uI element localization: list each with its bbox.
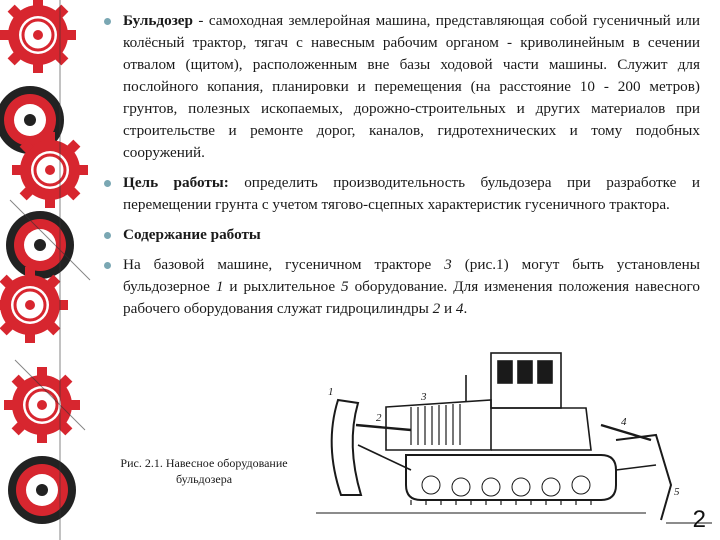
caption-line-1: Рис. 2.1. Навесное оборудование (120, 456, 288, 470)
label-5: 5 (674, 486, 680, 498)
term-contents: Содержание работы (123, 226, 261, 243)
base-text-b: (рис.1) могут быть установлены бульдозерное (123, 256, 700, 295)
paragraph-goal (98, 172, 700, 216)
page-number: 2 (692, 506, 706, 533)
base-text-a: На базовой машине, гусеничном тракторе (123, 256, 445, 273)
definition-text: - самоходная землеройная машина, представляющая собой гусеничный или колёсный трактор, тягач с навесным рабочим органом - криволинейным в сечении отвалом (щитом), расположенным вне базы ходовой части машины. Служит для послойного копания, планировки и перемещения (на расстояние 10 - 200 метров) грунтов, полезных ископаемых, дорожно-строительных и других материалов при строительстве и ремонте дорог, каналов, гидротехнических и тому подобных сооружений. (123, 12, 700, 161)
bulldozer-figure (316, 345, 712, 530)
label-3: 3 (421, 391, 427, 403)
paragraph-definition (98, 10, 700, 164)
decorative-gear-strip (0, 0, 105, 540)
term-bulldozer: Бульдозер (123, 12, 193, 29)
ref-4: 4 (455, 300, 464, 317)
base-text-c: и рыхлительное (223, 278, 342, 295)
ref-3: 3 (444, 256, 452, 273)
base-text-e: и (440, 300, 456, 317)
label-2: 2 (376, 412, 382, 424)
ref-1: 1 (215, 278, 224, 295)
paragraph-contents-heading (98, 224, 700, 246)
label-1: 1 (328, 386, 334, 398)
base-text-d: оборудование. Для изменения положения навесного рабочего оборудования служат гидроцилиндры (123, 278, 701, 317)
goal-text: определить производительность бульдозера при разработке и перемещении грунта с учетом тягово-сцепных характеристик гусеничного трактора. (123, 174, 700, 213)
paragraph-base-machine (98, 254, 700, 320)
text-content (98, 10, 700, 328)
figure-caption (104, 455, 304, 487)
base-text-f: . (463, 300, 468, 317)
label-4: 4 (621, 416, 627, 428)
ref-2: 2 (432, 300, 441, 317)
term-goal: Цель работы: (123, 174, 229, 191)
ref-5: 5 (341, 278, 349, 295)
caption-line-2: бульдозера (175, 472, 233, 486)
